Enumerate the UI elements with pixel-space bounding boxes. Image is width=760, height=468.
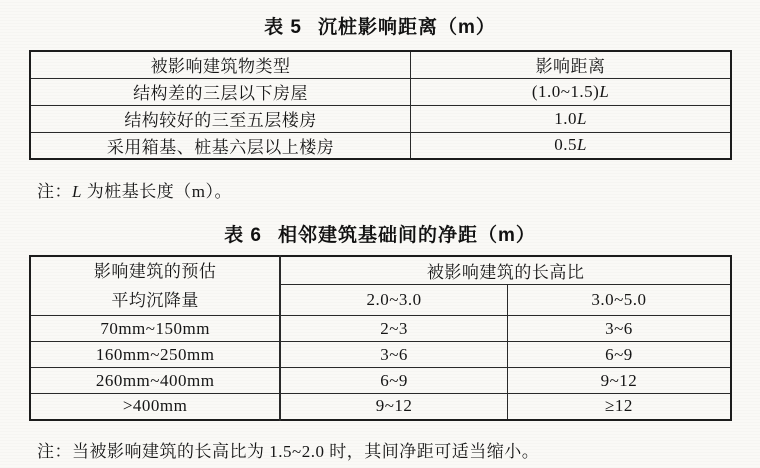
table-cell-building-type: 采用箱基、桩基六层以上楼房 [30, 132, 411, 159]
header-settlement-line2: 平均沉降量 [111, 291, 199, 310]
table-cell-ratio-low: 2~3 [280, 316, 507, 342]
table6-header-row-1 [30, 256, 731, 285]
table-cell-ratio-low: 3~6 [280, 342, 507, 368]
table-cell-ratio-low: 9~12 [280, 394, 507, 420]
table-cell-ratio-high: 9~12 [507, 368, 731, 394]
table-cell-distance [411, 132, 731, 159]
header-settlement-line1: 影响建筑的预估 [93, 262, 217, 281]
distance-var: L [576, 135, 587, 155]
table5-note [37, 177, 232, 202]
table-cell-settlement: 70mm~150mm [30, 316, 280, 342]
table-row [30, 132, 731, 159]
table-cell-distance [411, 78, 731, 105]
distance-coeff: 1.0 [554, 108, 577, 128]
table-row [30, 316, 731, 342]
table6-header-settlement [30, 256, 280, 316]
table5-title-label: 表 5 [264, 17, 302, 38]
table-cell-ratio-low: 6~9 [280, 368, 507, 394]
table6-subheader-ratio-high: 3.0~5.0 [507, 285, 731, 316]
note-prefix: 注： [37, 182, 72, 201]
table-cell-building-type: 结构差的三层以下房屋 [30, 78, 411, 105]
table6-header-ratio-span: 被影响建筑的长高比 [280, 256, 731, 285]
table5 [29, 50, 732, 160]
note-var: L [72, 182, 82, 201]
distance-coeff: 0.5 [554, 135, 577, 155]
table-row [30, 342, 731, 368]
table-cell-settlement: 160mm~250mm [30, 342, 280, 368]
distance-coeff: (1.0~1.5) [531, 81, 600, 101]
table-cell-settlement: 260mm~400mm [30, 368, 280, 394]
table6-title-label: 表 6 [224, 225, 262, 246]
table-cell-ratio-high: 3~6 [507, 316, 731, 342]
table6 [29, 255, 732, 421]
table-cell-distance [411, 105, 731, 132]
table-cell-building-type: 结构较好的三至五层楼房 [30, 105, 411, 132]
table-row [30, 105, 731, 132]
table6-note: 注：当被影响建筑的长高比为 1.5~2.0 时，其间净距可适当缩小。 [37, 442, 540, 461]
table5-title [0, 12, 760, 39]
table-row [30, 394, 731, 420]
table6-title-text: 相邻建筑基础间的净距（m） [277, 225, 536, 246]
table5-header-distance: 影响距离 [411, 51, 731, 78]
table6-subheader-ratio-low: 2.0~3.0 [280, 285, 507, 316]
table-cell-ratio-high: 6~9 [507, 342, 731, 368]
distance-var: L [599, 81, 610, 101]
table-row [30, 78, 731, 105]
table5-title-text: 沉桩影响距离（m） [317, 17, 496, 38]
note-text: 为桩基长度（m）。 [81, 182, 232, 201]
table6-title [0, 220, 760, 247]
distance-var: L [576, 108, 587, 128]
table5-header-building-type: 被影响建筑物类型 [30, 51, 411, 78]
table-cell-settlement: >400mm [30, 394, 280, 420]
table-row [30, 368, 731, 394]
table5-header-row [30, 51, 731, 78]
table-cell-ratio-high: ≥12 [507, 394, 731, 420]
